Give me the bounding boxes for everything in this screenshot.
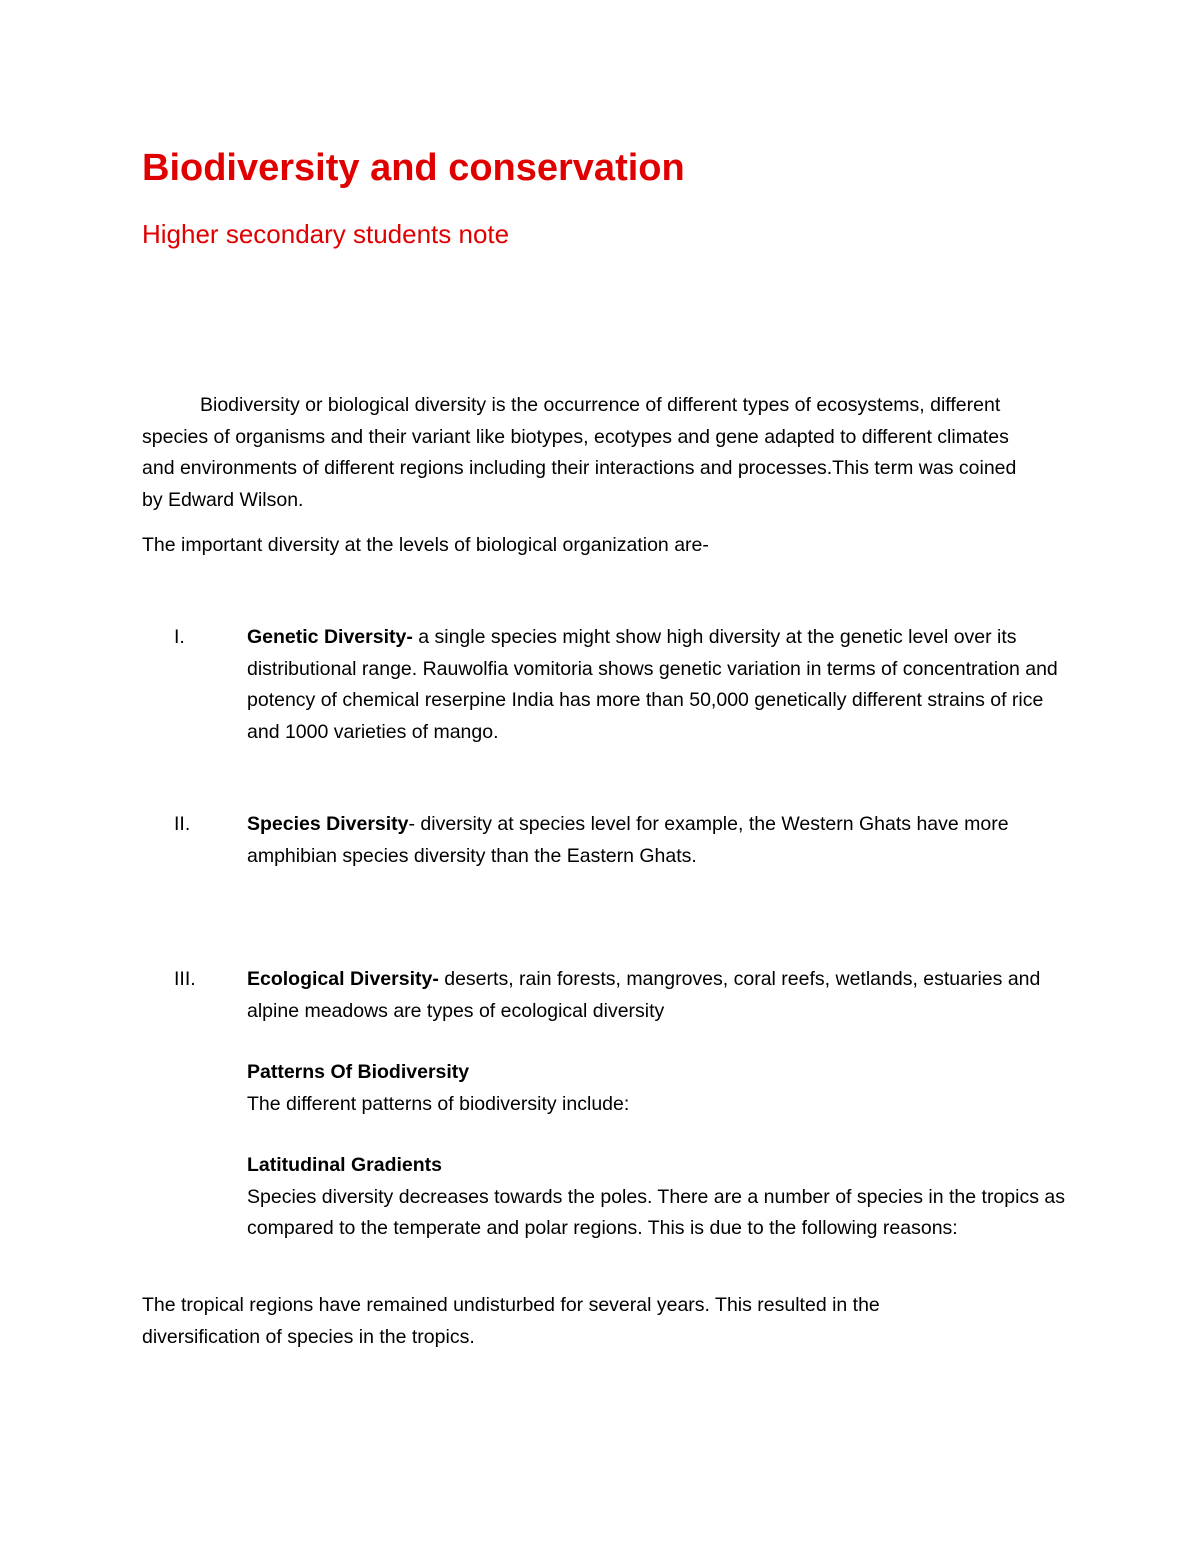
list-item-term: Species Diversity [247, 813, 409, 835]
list-item-text: deserts, rain forests, mangroves, coral reefs, wetlands, estuaries and alpine meadows are types of ecological diversity [247, 968, 1041, 1022]
list-numeral: III. [174, 968, 196, 990]
list-item-body [247, 809, 1067, 872]
list-item-body [247, 964, 1067, 1027]
list-item-text: - diversity at species level for example, the Western Ghats have more amphibian species diversity than the Eastern Ghats. [247, 813, 1009, 867]
latitudinal-text: Species diversity decreases towards the poles. There are a number of species in the tropics as compared to the temperate and polar regions. This is due to the following reasons: [247, 1185, 1065, 1239]
latitudinal-heading: Latitudinal Gradients [247, 1154, 443, 1176]
list-numeral: I. [174, 626, 185, 648]
patterns-section [247, 1057, 1067, 1120]
latitudinal-section [247, 1150, 1067, 1245]
patterns-text: The different patterns of biodiversity include: [247, 1092, 630, 1115]
document-title: Biodiversity and conservation [142, 147, 685, 189]
list-item-term: Genetic Diversity- [247, 626, 413, 648]
levels-lead-paragraph: The important diversity at the levels of biological organization are- [142, 534, 709, 556]
patterns-heading: Patterns Of Biodiversity [247, 1061, 470, 1083]
list-item-text: a single species might show high diversity at the genetic level over its distributional range. Rauwolfia vomitoria shows genetic variation in terms of concentration and potency of chemical reserpine India has more than 50,000 genetically different strains of rice and 1000 varieties of mango. [247, 626, 1058, 743]
list-numeral: II. [174, 813, 191, 835]
list-item-term: Ecological Diversity- [247, 968, 439, 990]
list-item-body [247, 622, 1067, 748]
closing-paragraph: The tropical regions have remained undisturbed for several years. This resulted in the diversification of species in the tropics. [142, 1294, 880, 1348]
intro-paragraph: Biodiversity or biological diversity is the occurrence of different types of ecosystems, different species of organisms and their variant like biotypes, ecotypes and gene adapted to different climates and environments of different regions including their interactions and processes.This term was coined by Edward Wilson. [142, 394, 1017, 511]
document-subtitle: Higher secondary students note [142, 219, 510, 249]
